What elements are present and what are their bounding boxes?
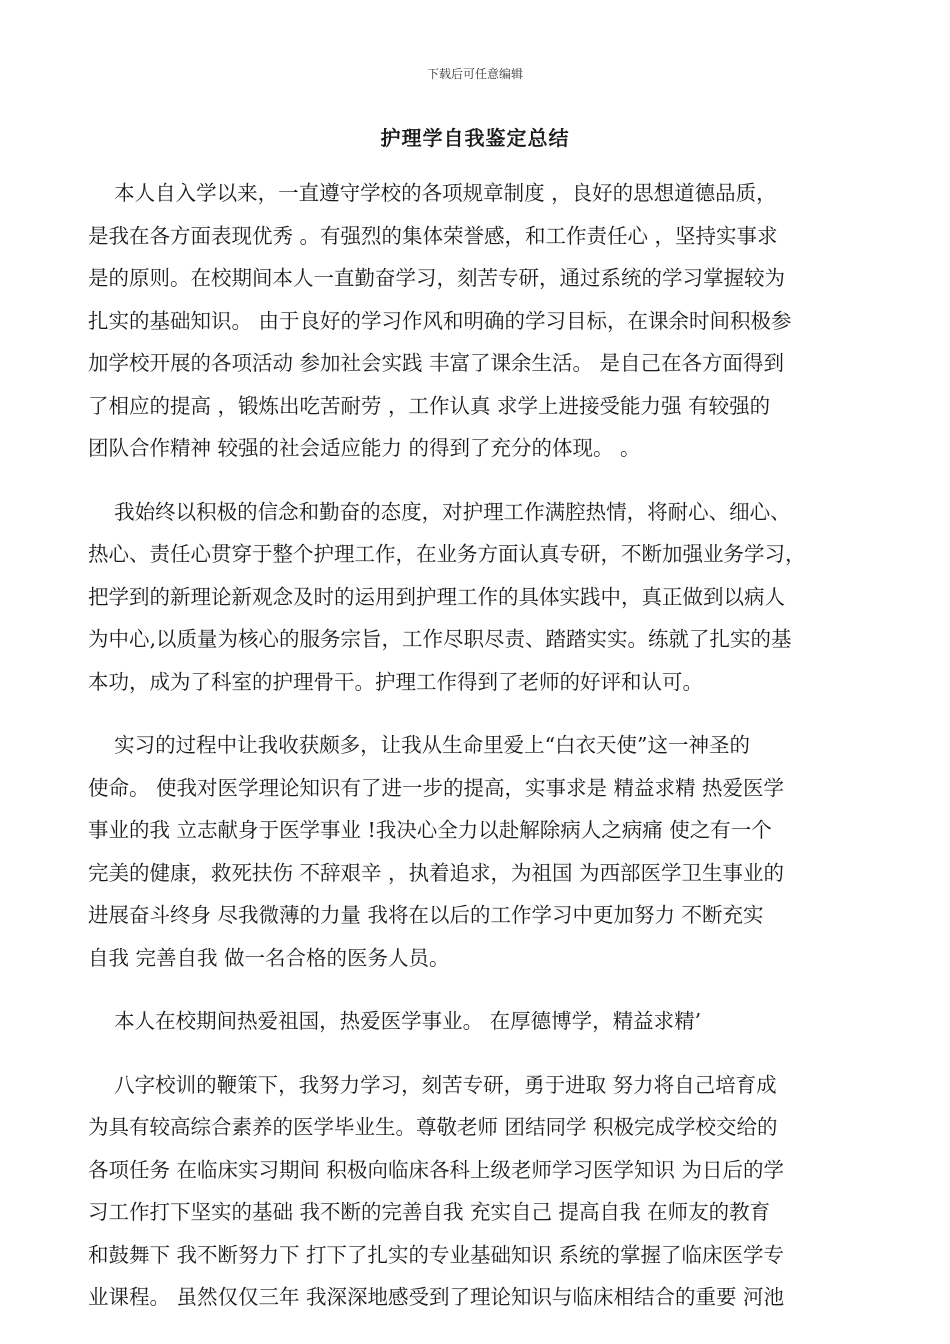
text-line: 八字校训的鞭策下，我努力学习，刻苦专研，勇于进取 努力将自己培育成	[88, 1072, 777, 1097]
text-line: 各项任务 在临床实习期间 积极向临床各科上级老师学习医学知识 为日后的学	[88, 1157, 785, 1182]
text-line: 我始终以积极的信念和勤奋的态度，对护理工作满腔热情，将耐心、细心、	[88, 499, 791, 524]
text-line: 进展奋斗终身 尽我微薄的力量 我将在以后的工作学习中更加努力 不断充实	[88, 903, 764, 927]
text-line: 为具有较高综合素养的医学毕业生。尊敬老师 团结同学 积极完成学校交给的	[88, 1115, 778, 1139]
paragraph-2	[88, 491, 863, 704]
paragraph-5	[88, 1064, 863, 1319]
text-line: 实习的过程中让我收获颇多，让我从生命里爱上“白衣天使”这一神圣的	[88, 733, 751, 757]
text-line: 了相应的提高 ，锻炼出吃苦耐劳 ，工作认真 求学上进接受能力强 有较强的	[88, 393, 771, 418]
text-line: 使命。 使我对医学理论知识有了进一步的提高，实事求是 精益求精 热爱医学	[88, 775, 785, 800]
text-line: 团队合作精神 较强的社会适应能力 的得到了充分的体现。 。	[88, 436, 641, 460]
text-line: 和鼓舞下 我不断努力下 打下了扎实的专业基础知识 系统的掌握了临床医学专	[88, 1242, 785, 1267]
text-line: 本人在校期间热爱祖国，热爱医学事业。 在厚德博学，精益求精’	[88, 1009, 702, 1033]
text-line: 自我 完善自我 做一名合格的医务人员。	[88, 945, 450, 970]
paragraph-1	[88, 172, 863, 470]
text-line: 是的原则。在校期间本人一直勤奋学习，刻苦专研，通过系统的学习掌握较为	[88, 266, 785, 290]
text-line: 本人自入学以来，一直遵守学校的各项规章制度 ，良好的思想道德品质，	[88, 181, 777, 205]
text-line: 事业的我 立志献身于医学事业 !我决心全力以赴解除病人之病痛 使之有一个	[88, 818, 772, 842]
text-line: 把学到的新理论新观念及时的运用到护理工作的具体实践中，真正做到以病人	[88, 584, 785, 609]
text-line: 为中心,以质量为核心的服务宗旨，工作尽职尽责、踏踏实实。练就了扎实的基	[88, 627, 792, 651]
document-title: 护理学自我鉴定总结	[380, 126, 570, 150]
text-line: 是我在各方面表现优秀 。有强烈的集体荣誉感，和工作责任心 ，坚持实事求	[88, 223, 778, 248]
document-body	[88, 172, 863, 1319]
text-line: 业课程。 虽然仅仅三年 我深深地感受到了理论知识与临床相结合的重要 河池	[88, 1285, 785, 1309]
paragraph-4	[88, 1000, 863, 1043]
header-note: 下载后可任意编辑	[426, 67, 523, 81]
text-line: 本功，成为了科室的护理骨干。护理工作得到了老师的好评和认可。	[88, 669, 703, 694]
paragraph-3	[88, 724, 863, 979]
text-line: 扎实的基础知识。 由于良好的学习作风和明确的学习目标，在课余时间积极参	[88, 308, 792, 333]
text-line: 加学校开展的各项活动 参加社会实践 丰富了课余生活。 是自己在各方面得到	[88, 351, 785, 375]
text-line: 习工作打下坚实的基础 我不断的完善自我 充实自己 提高自我 在师友的教育	[88, 1200, 771, 1224]
text-line: 热心、责任心贯穿于整个护理工作，在业务方面认真专研，不断加强业务学习，	[88, 542, 806, 566]
text-line: 完美的健康，救死扶伤 不辞艰辛 ，执着追求，为祖国 为西部医学卫生事业的	[88, 860, 785, 885]
